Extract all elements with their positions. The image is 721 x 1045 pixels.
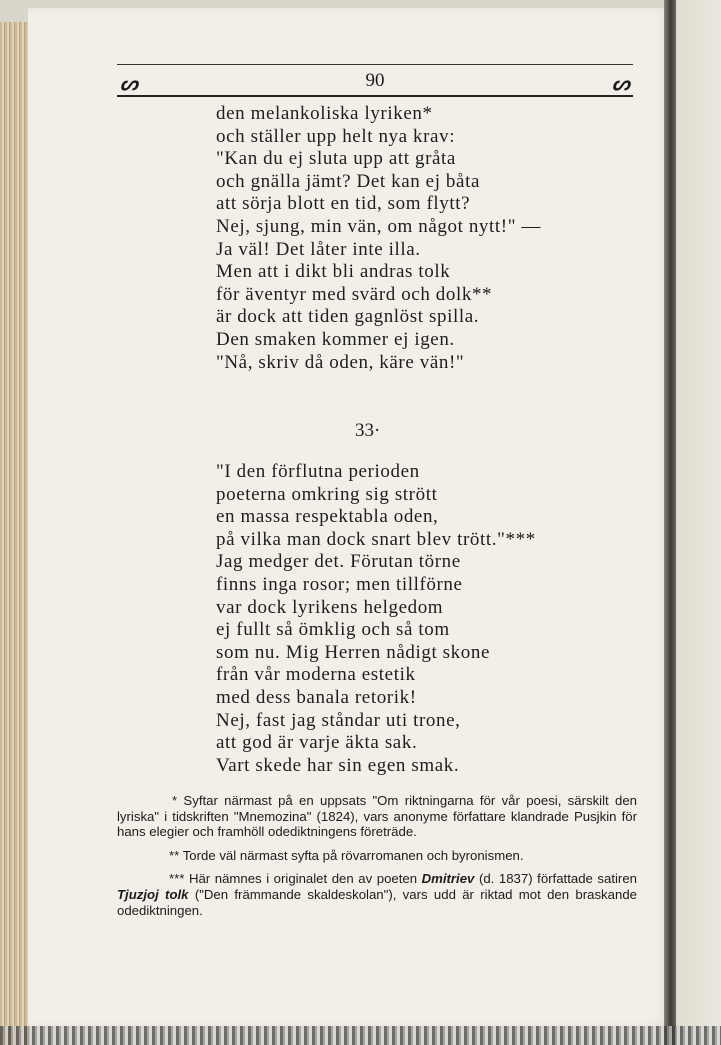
verse-line: Nej, fast jag ståndar uti trone, (216, 709, 461, 731)
footnote-2: ** Torde väl närmast syfta på rövarromanen och byronismen. (169, 847, 524, 863)
header-ornament-left: ᔕ (120, 73, 138, 95)
verse-line: Ja väl! Det låter inte illa. (216, 238, 421, 260)
verse-line: att sörja blott en tid, som flytt? (216, 193, 471, 215)
verse-line: på vilka man dock snart blev trött."*** (216, 528, 536, 550)
verse-line: att god är varje äkta sak. (216, 732, 418, 754)
section-number: 33· (355, 420, 381, 441)
header-ornament-right: ᔕ (612, 73, 630, 95)
verse-line: "I den förflutna perioden (216, 461, 420, 482)
footnote-3-text-b: (d. 1837) författade satiren (474, 871, 637, 887)
verse-line: "Nå, skriv då oden, käre vän!" (216, 351, 465, 373)
verse-line: med dess banala retorik! (216, 686, 417, 708)
scan-bottom-band (0, 1026, 721, 1045)
verse-line: den melankoliska lyriken* (216, 103, 433, 124)
verse-line: och ställer upp helt nya krav: (216, 125, 456, 147)
verse-stanza-2 (216, 461, 536, 777)
facing-page (676, 0, 721, 1045)
verse-line: för äventyr med svärd och dolk** (216, 283, 493, 305)
footnote-3-text-c: ("Den främmande skaldeskolan"), vars udd är riktad mot den braskande odediktningen. (117, 886, 637, 918)
header-rule-top (117, 64, 633, 65)
footnote-3-poet: Dmitriev (421, 871, 475, 887)
verse-stanza-1 (216, 103, 541, 374)
verse-line: Jag medger det. Förutan törne (216, 551, 461, 573)
verse-line: Vart skede har sin egen smak. (216, 754, 460, 776)
page-number: 90 (365, 70, 385, 91)
verse-line: Den smaken kommer ej igen. (216, 328, 455, 350)
verse-line: "Kan du ej sluta upp att gråta (216, 148, 456, 170)
verse-line: Nej, sjung, min vän, om något nytt!" — (216, 215, 542, 237)
footnotes (117, 793, 637, 926)
verse-line: Men att i dikt bli andras tolk (216, 261, 451, 283)
header-rule-bottom (117, 95, 633, 97)
footnote-3-satire-title: Tjuzjoj tolk (117, 886, 189, 902)
verse-line: som nu. Mig Herren nådigt skone (216, 641, 491, 663)
verse-line: finns inga rosor; men tillförne (216, 573, 463, 595)
verse-line: var dock lyrikens helgedom (216, 596, 444, 618)
verse-line: en massa respektabla oden, (216, 506, 439, 528)
footnote-3-text-a: *** Här nämnes i originalet den av poeten (169, 871, 422, 887)
book-gutter (664, 0, 676, 1045)
footnote-1: * Syftar närmast på en uppsats "Om riktningarna för vår poesi, särskilt den lyriska" i tidskriften "Mnemozina" (1824), vars anonyme författare klandrade Pusjkin för hans elegier och framhöll odediktningens företräde. (117, 793, 637, 840)
verse-line: ej fullt så ömklig och så tom (216, 619, 450, 641)
verse-line: från vår moderna estetik (216, 664, 416, 686)
book-page-edges (0, 22, 30, 1045)
verse-line: och gnälla jämt? Det kan ej båta (216, 170, 480, 192)
footnote-3 (117, 871, 637, 918)
verse-line: är dock att tiden gagnlöst spilla. (216, 306, 480, 328)
verse-line: poeterna omkring sig strött (216, 483, 438, 505)
